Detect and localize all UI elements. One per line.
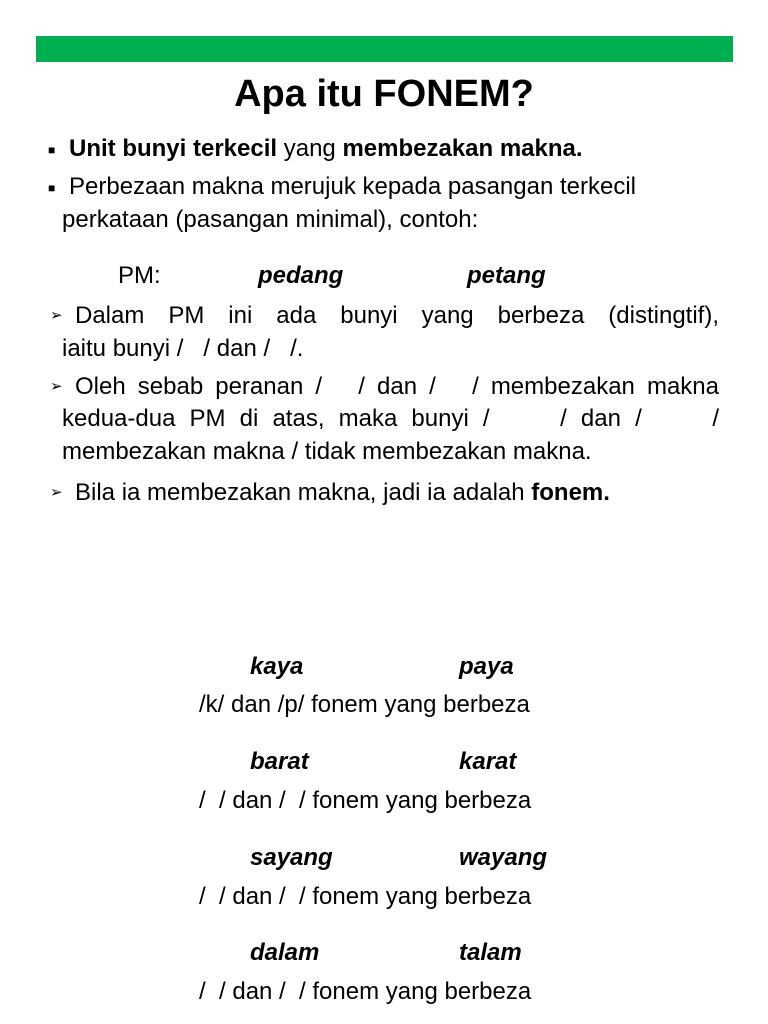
square-bullet-icon: ■: [48, 181, 56, 195]
arrow3-plain: Bila ia membezakan makna, jadi ia adalah: [75, 479, 532, 506]
pair-word-1: dalam: [250, 939, 320, 966]
arrow1-line1: Dalam PM ini ada bunyi yang berbeza (distingtif),: [75, 302, 719, 329]
bullet-minimal-pair-line2: perkataan (pasangan minimal), contoh:: [62, 206, 479, 233]
pair-word-2: wayang: [459, 844, 548, 871]
arrow3-line: [75, 477, 610, 509]
pair-word-1: kaya: [250, 653, 304, 680]
pair-note: /k/ dan /p/ fonem yang berbeza: [199, 691, 530, 718]
bullet-minimal-pair-line1: Perbezaan makna merujuk kepada pasangan terkecil: [69, 173, 637, 200]
arrow3-bold: fonem.: [531, 479, 610, 506]
arrow2-line1: Oleh sebab peranan / / dan / / membezakan makna: [75, 373, 719, 400]
definition-bold-1: Unit bunyi terkecil: [69, 135, 278, 162]
square-bullet-icon: ■: [48, 143, 56, 157]
arrow-bullet-icon: ➢: [50, 484, 63, 501]
arrow-bullet-icon: ➢: [50, 378, 63, 395]
page-title: Apa itu FONEM?: [234, 73, 534, 115]
pair-note: / / dan / / fonem yang berbeza: [199, 787, 532, 814]
bullet-definition: [69, 133, 583, 165]
pair-word-1: barat: [250, 748, 309, 775]
pair-word-2: talam: [459, 939, 522, 966]
pair-word-2: karat: [459, 748, 517, 775]
header-bar: [36, 36, 733, 62]
definition-plain: yang: [277, 135, 343, 162]
pm-word-1: pedang: [258, 262, 344, 289]
pair-word-1: sayang: [250, 844, 333, 871]
pair-note: / / dan / / fonem yang berbeza: [199, 978, 532, 1005]
definition-bold-2: membezakan makna.: [342, 135, 583, 162]
arrow2-line2: kedua-dua PM di atas, maka bunyi / / dan / /: [62, 405, 719, 432]
pm-word-2: petang: [467, 262, 546, 289]
pair-note: / / dan / / fonem yang berbeza: [199, 883, 532, 910]
pair-word-2: paya: [459, 653, 514, 680]
pm-label: PM:: [118, 262, 161, 289]
arrow-bullet-icon: ➢: [50, 307, 63, 324]
arrow1-line2: iaitu bunyi / / dan / /.: [62, 335, 304, 362]
arrow2-line3: membezakan makna / tidak membezakan makna.: [62, 438, 592, 465]
